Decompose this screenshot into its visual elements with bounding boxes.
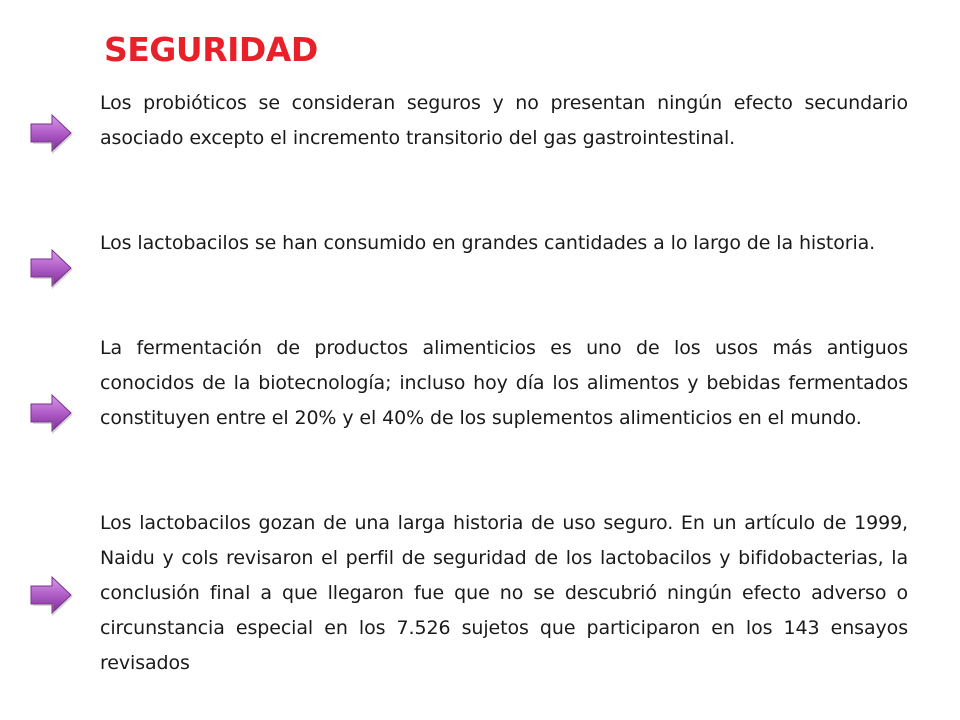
right-arrow-icon <box>28 110 74 156</box>
right-arrow-icon <box>28 572 74 618</box>
paragraph-probioticos-seguros: Los probióticos se consideran seguros y no presentan ningún efecto secundario asociado excepto el incremento transitorio del gas gastrointestinal. <box>100 92 908 149</box>
page-title: SEGURIDAD <box>104 30 318 69</box>
paragraph-estudio-naidu: Los lactobacilos gozan de una larga historia de uso seguro. En un artículo de 1999, Naidu y cols revisaron el perfil de seguridad de los lactobacilos y bifidobacterias, la conclusión final a que llegaron fue que no se descubrió ningún efecto adverso o circunstancia especial en los 7.526 sujetos que participaron en los 143 ensayos revisados <box>100 512 908 674</box>
paragraph-consumo-historico: Los lactobacilos se han consumido en grandes cantidades a lo largo de la historia. <box>100 232 876 254</box>
paragraph-fermentacion: La fermentación de productos alimenticios es uno de los usos más antiguos conocidos de la biotecnología; incluso hoy día los alimentos y bebidas fermentados constituyen entre el 20% y el 40% de los suplementos alimenticios en el mundo. <box>100 337 908 429</box>
right-arrow-icon <box>28 245 74 291</box>
right-arrow-icon <box>28 390 74 436</box>
